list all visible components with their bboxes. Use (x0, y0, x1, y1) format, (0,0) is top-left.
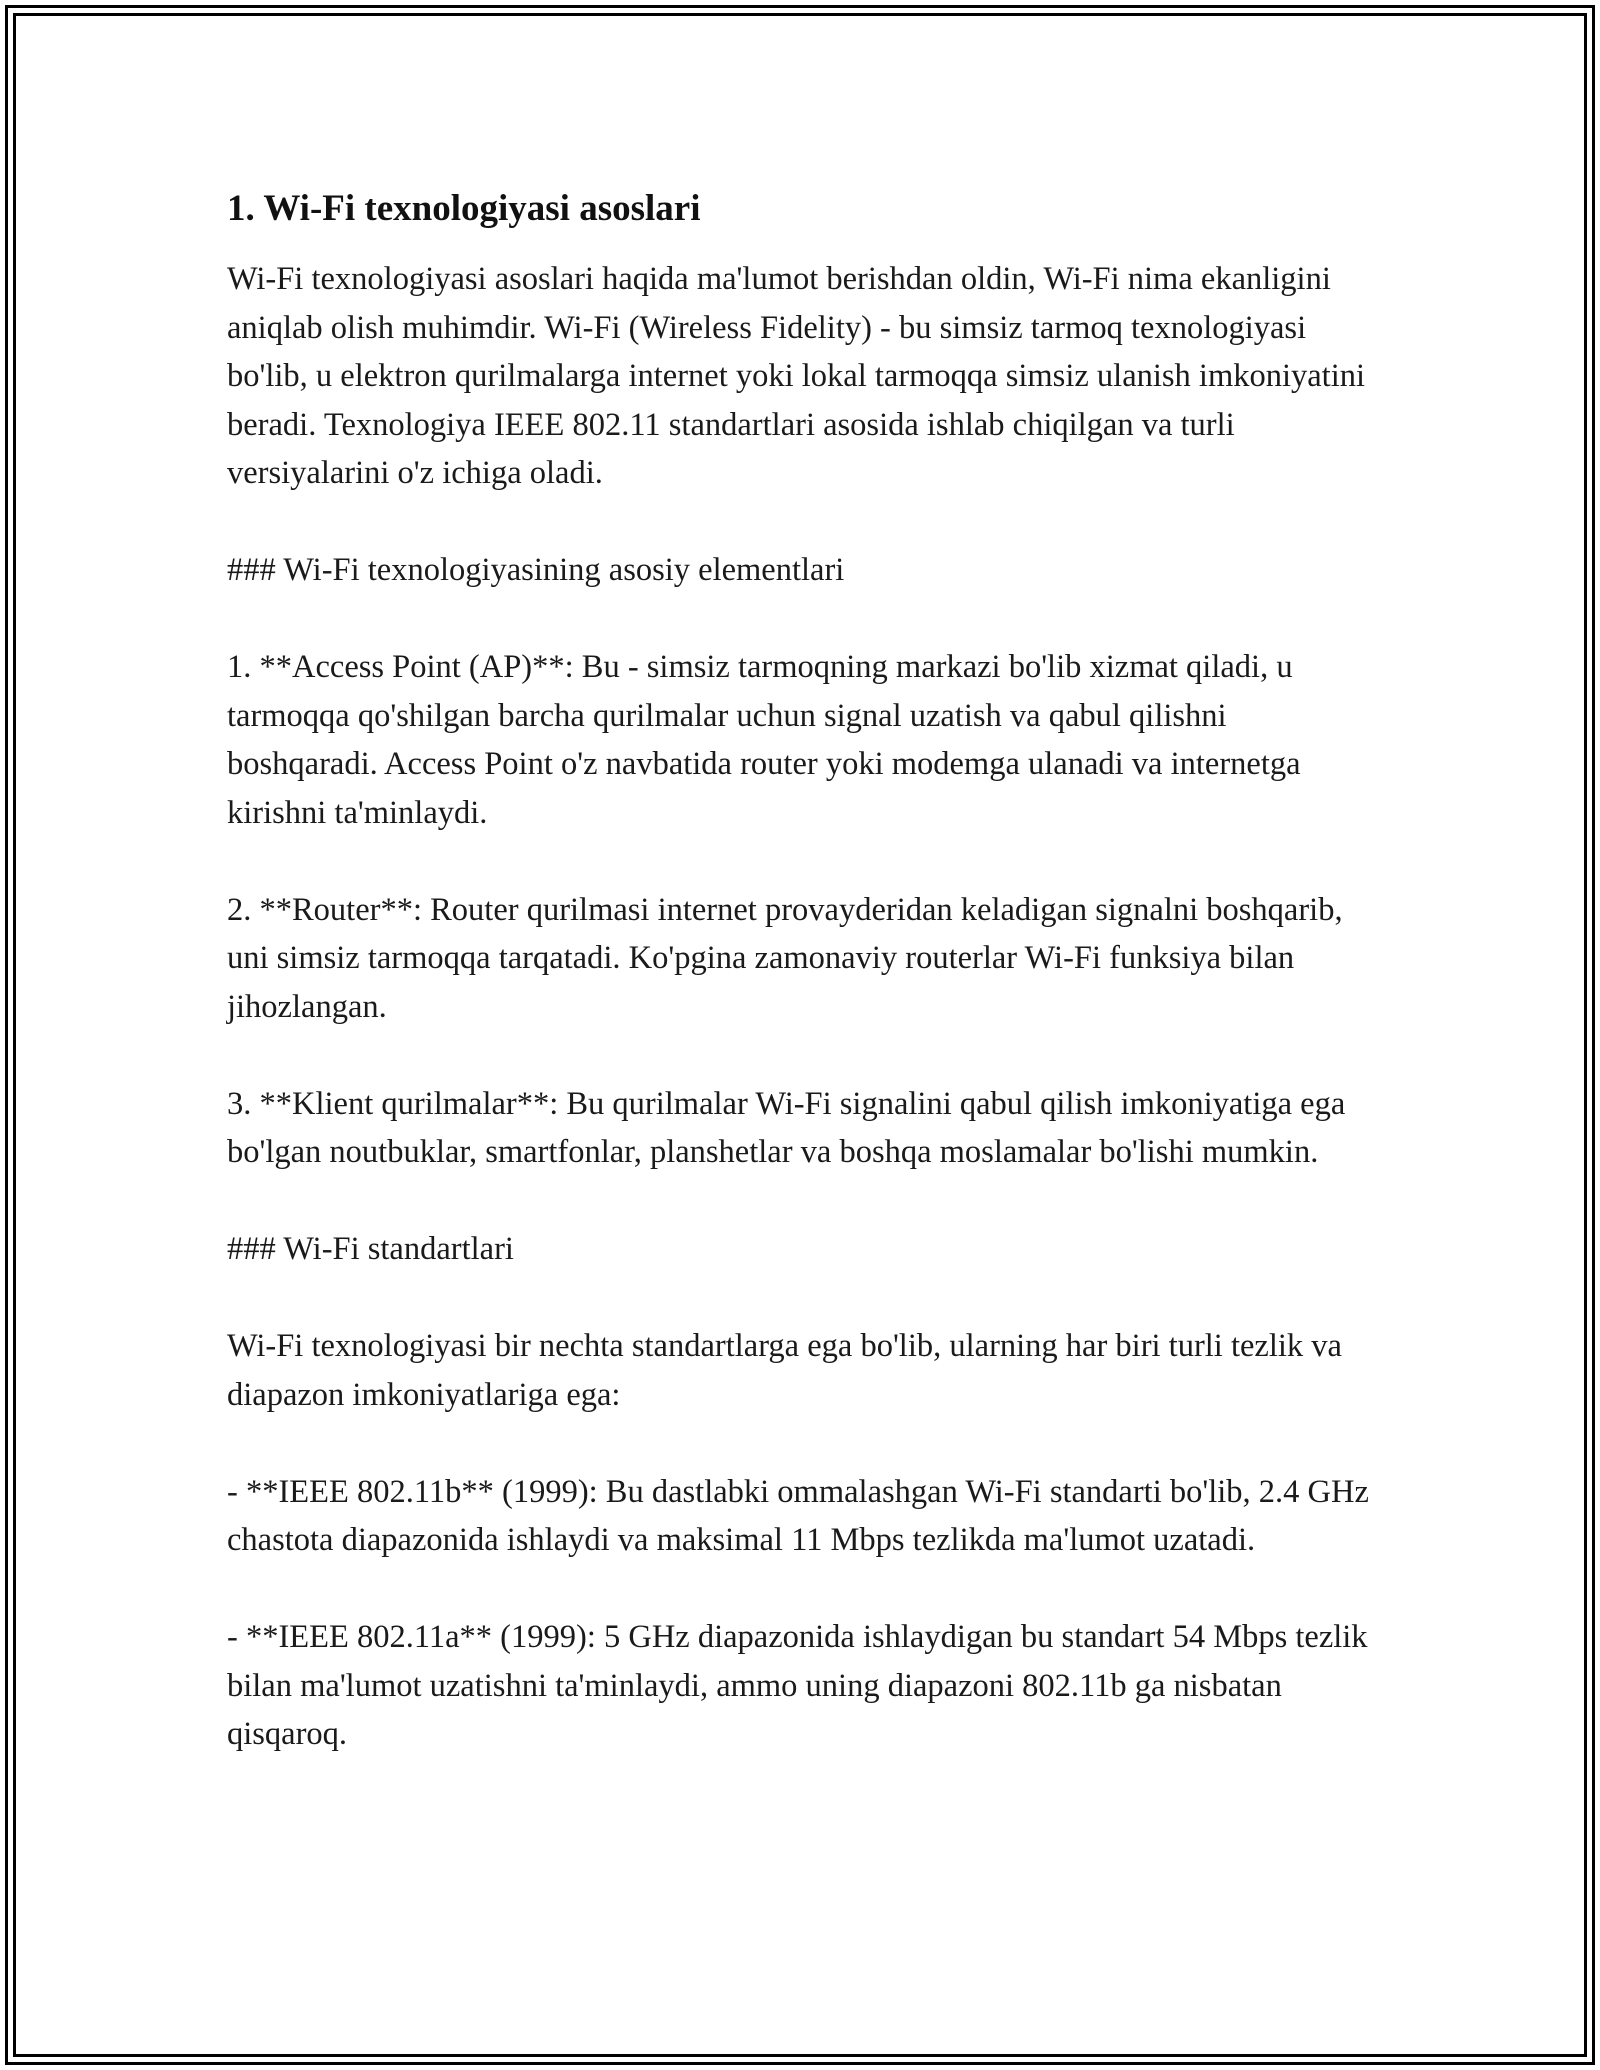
list-item-router: 2. **Router**: Router qurilmasi internet provayderidan keladigan signalni boshqarib, uni simsiz tarmoqqa tarqatadi. Ko'pgina zamonaviy routerlar Wi-Fi funksiya bilan jihozlangan. (227, 891, 1343, 1025)
list-item-802-11a: - **IEEE 802.11a** (1999): 5 GHz diapazonida ishlaydigan bu standart 54 Mbps tezlik bilan ma'lumot uzatishni ta'minlaydi, ammo uning diapazoni 802.11b ga nisbatan qisqaroq. (227, 1619, 1368, 1752)
document-body (227, 185, 1373, 1759)
standards-intro-paragraph: Wi-Fi texnologiyasi bir nechta standartlarga ega bo'lib, ularning har biri turli tezlik va diapazon imkoniyatlariga ega: (227, 1328, 1342, 1413)
intro-paragraph: Wi-Fi texnologiyasi asoslari haqida ma'lumot berishdan oldin, Wi-Fi nima ekanligini aniqlab olish muhimdir. Wi-Fi (Wireless Fidelity) - bu simsiz tarmoq texnologiyasi bo'lib, u elektron qurilmalarga internet yoki lokal tarmoqqa simsiz ulanish imkoniyatini beradi. Texnologiya IEEE 802.11 standartlari asosida ishlab chiqilgan va turli versiyalarini o'z ichiga oladi. (227, 261, 1366, 491)
list-item-access-point: 1. **Access Point (AP)**: Bu - simsiz tarmoqning markazi bo'lib xizmat qiladi, u tarmoqqa qo'shilgan barcha qurilmalar uchun signal uzatish va qabul qilishni boshqaradi. Access Point o'z navbatida router yoki modemga ulanadi va internetga kirishni ta'minlaydi. (227, 649, 1301, 831)
section-heading-elements: ### Wi-Fi texnologiyasining asosiy elementlari (227, 552, 845, 588)
list-item-802-11b: - **IEEE 802.11b** (1999): Bu dastlabki ommalashgan Wi-Fi standarti bo'lib, 2.4 GHz chastota diapazonida ishlaydi va maksimal 11 Mbps tezlikda ma'lumot uzatadi. (227, 1473, 1369, 1558)
document-title: 1. Wi-Fi texnologiyasi asoslari (227, 188, 701, 229)
section-heading-standards: ### Wi-Fi standartlari (227, 1231, 514, 1267)
list-item-client-devices: 3. **Klient qurilmalar**: Bu qurilmalar Wi-Fi signalini qabul qilish imkoniyatiga ega bo'lgan noutbuklar, smartfonlar, planshetlar va boshqa moslamalar bo'lishi mumkin. (227, 1085, 1346, 1170)
